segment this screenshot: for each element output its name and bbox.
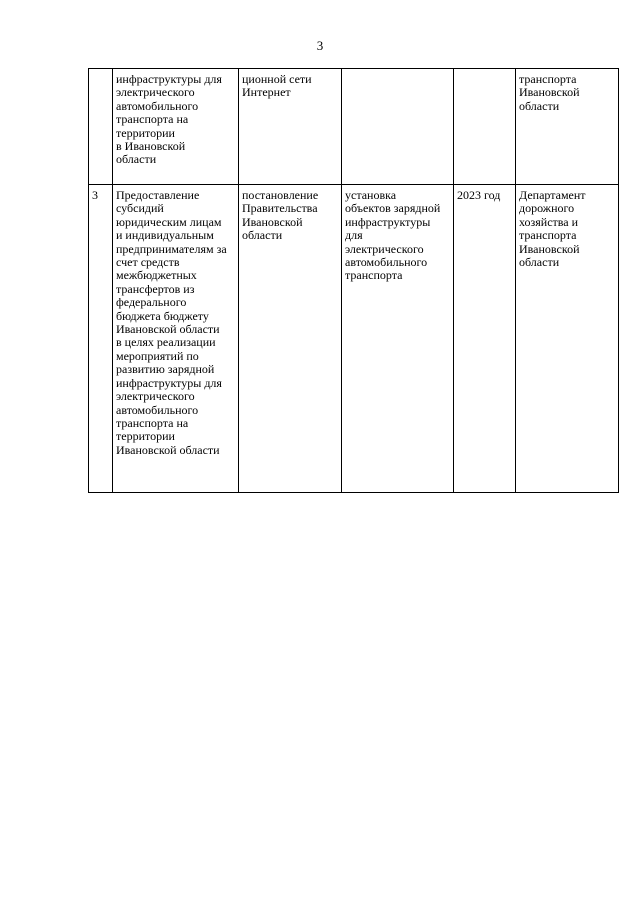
legal-basis-cell: постановление Правительства Ивановской области [239, 185, 342, 493]
row-number-cell [89, 69, 113, 185]
measures-table [88, 68, 619, 493]
result-cell: установка объектов зарядной инфраструктуры для электрического автомобильного транспорта [342, 185, 454, 493]
table-row [89, 69, 619, 185]
responsible-cell: Департамент дорожного хозяйства и транспорта Ивановской области [516, 185, 619, 493]
deadline-cell [454, 69, 516, 185]
page-number: 3 [316, 38, 324, 53]
measure-cell: инфраструктуры для электрического автомобильного транспорта на территории в Ивановской области [113, 69, 239, 185]
responsible-cell: транспорта Ивановской области [516, 69, 619, 185]
measure-cell: Предоставление субсидий юридическим лицам и индивидуальным предпринимателям за счет средств межбюджетных трансфертов из федерального бюджета бюджету Ивановской области в целях реализации мероприятий по развитию зарядной инфраструктуры для электрического автомобильного транспорта на территории Ивановской области [113, 185, 239, 493]
legal-basis-cell: ционной сети Интернет [239, 69, 342, 185]
table-row [89, 185, 619, 493]
result-cell [342, 69, 454, 185]
deadline-cell: 2023 год [454, 185, 516, 493]
row-number-cell: 3 [89, 185, 113, 493]
